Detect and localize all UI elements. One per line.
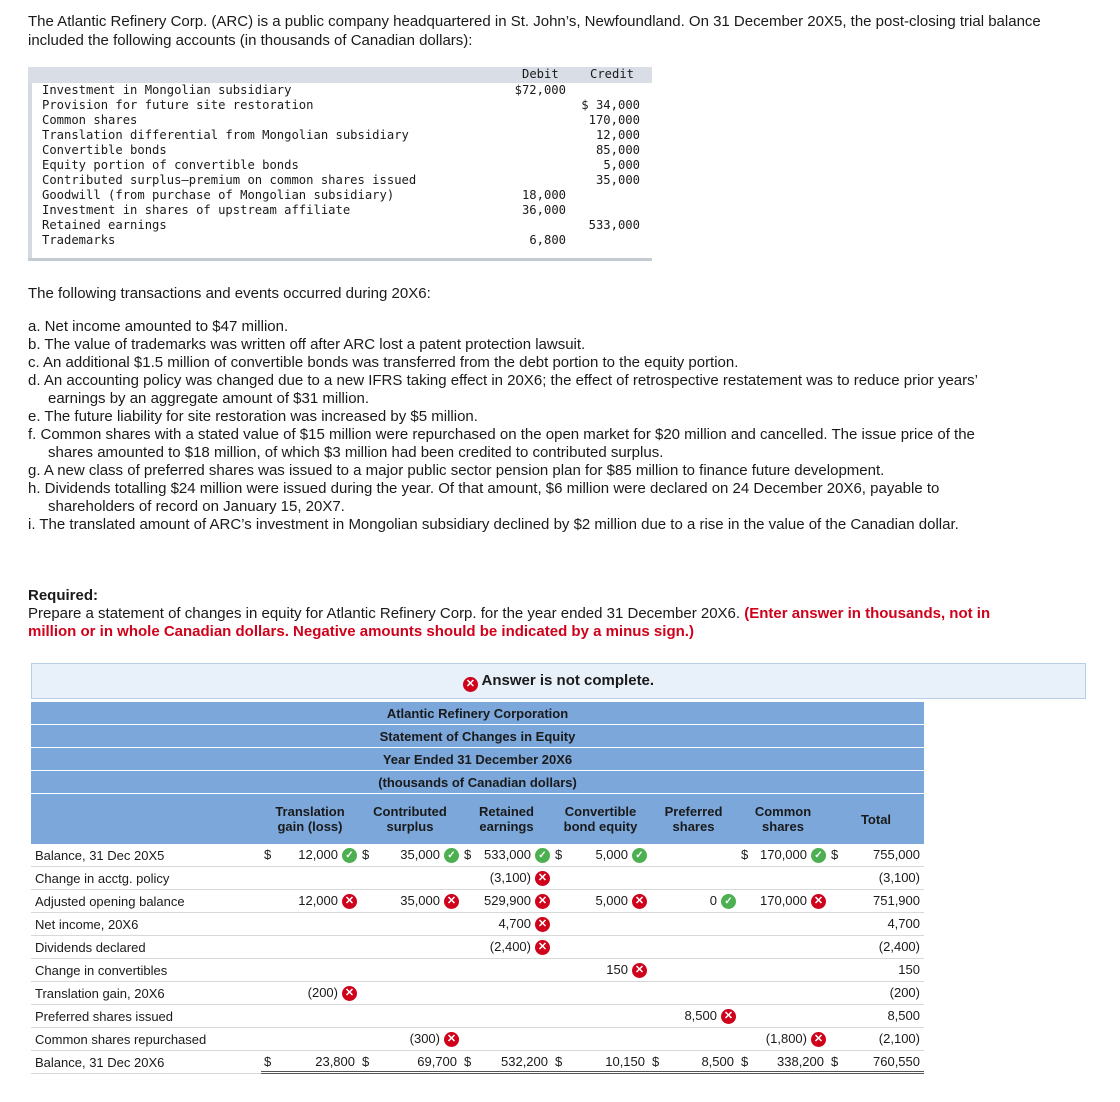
cell-value: 5,000 <box>595 893 628 908</box>
answer-cell[interactable] <box>738 936 828 959</box>
total-cell <box>828 1028 924 1051</box>
cell-value: 8,500 <box>701 1054 734 1069</box>
answer-cell[interactable] <box>738 982 828 1005</box>
total-cell <box>828 1005 924 1028</box>
dollar-sign: $ <box>264 1054 272 1069</box>
event-item: f. Common shares with a stated value of $15 million were repurchased on the open market for $20 million and cancelled. The issue price of the shares amounted to $18 million, of which $3 million had been credited to contributed surplus. <box>28 426 975 461</box>
answer-cell[interactable] <box>359 936 461 959</box>
cell-value: (2,400) <box>878 939 920 954</box>
answer-cell[interactable] <box>649 1028 738 1051</box>
total-cell <box>828 936 924 959</box>
answer-cell[interactable] <box>552 890 649 913</box>
cell-value: 69,700 <box>417 1054 457 1069</box>
row-label: Preferred shares issued <box>35 1009 174 1024</box>
event-item: h. Dividends totalling $24 million were issued during the year. Of that amount, $6 million were declared on 24 December 20X6, payable to shareholders of record on January 15, 20X7. <box>28 480 940 515</box>
credit-amount: 85,000 <box>595 143 640 157</box>
required-note: (Enter answer in thousands, not in million or in whole Canadian dollars. Negative amounts should be indicated by a minus sign.) <box>28 605 991 640</box>
answer-cell[interactable] <box>261 890 359 913</box>
trial-balance-account: Convertible bonds <box>42 143 167 157</box>
events-list <box>28 318 988 534</box>
cell-value: 150 <box>606 962 628 977</box>
trial-balance-account: Contributed surplus—premium on common shares issued <box>42 173 417 187</box>
answer-cell[interactable] <box>738 1005 828 1028</box>
answer-cell[interactable] <box>461 982 552 1005</box>
cell-value: 35,000 <box>400 893 440 908</box>
cell-value: (1,800) <box>765 1031 807 1046</box>
trial-balance-account: Investment in shares of upstream affiliate <box>42 203 351 217</box>
answer-cell[interactable] <box>461 1051 552 1074</box>
credit-amount: 35,000 <box>595 173 640 187</box>
answer-cell[interactable] <box>359 890 461 913</box>
total-cell <box>828 844 924 867</box>
event-item: b. The value of trademarks was written off after ARC lost a patent protection lawsuit. <box>28 336 586 353</box>
total-cell <box>828 959 924 982</box>
row-label: Dividends declared <box>35 940 146 955</box>
credit-amount: 533,000 <box>588 218 640 232</box>
total-cell <box>828 1051 924 1074</box>
column-header: Convertible bond equity <box>563 804 638 834</box>
dollar-sign: $ <box>464 1054 472 1069</box>
trial-balance-account: Trademarks <box>42 233 116 247</box>
answer-cell[interactable] <box>552 1028 649 1051</box>
column-header: Translation gain (loss) <box>275 804 345 834</box>
answer-cell[interactable] <box>552 1005 649 1028</box>
debit-amount: 6,800 <box>529 233 566 247</box>
cell-value: 0 <box>709 893 717 908</box>
incorrect-x-icon: ✕ <box>632 894 647 909</box>
incorrect-x-icon: ✕ <box>632 963 647 978</box>
answer-cell[interactable] <box>649 982 738 1005</box>
debit-amount: $72,000 <box>514 83 566 97</box>
answer-cell[interactable] <box>649 844 738 867</box>
cell-value: 12,000 <box>298 893 338 908</box>
answer-cell[interactable] <box>461 1005 552 1028</box>
cell-value: (2,100) <box>878 1031 920 1046</box>
total-cell <box>828 890 924 913</box>
answer-cell[interactable] <box>261 1005 359 1028</box>
column-header: Retained earnings <box>479 804 534 834</box>
statement-row <box>31 1005 924 1028</box>
trial-balance-account: Provision for future site restoration <box>42 98 314 112</box>
cell-value: 338,200 <box>777 1054 824 1069</box>
dollar-sign: $ <box>362 847 370 862</box>
total-cell <box>828 913 924 936</box>
credit-header: Credit <box>590 67 635 81</box>
answer-status-banner <box>31 663 1086 699</box>
statement-row <box>31 982 924 1005</box>
answer-cell[interactable] <box>738 959 828 982</box>
dollar-sign: $ <box>264 847 272 862</box>
incorrect-x-icon: ✕ <box>444 894 459 909</box>
dollar-sign: $ <box>831 847 839 862</box>
credit-amount: 12,000 <box>595 128 640 142</box>
statement-row <box>31 936 924 959</box>
event-item: i. The translated amount of ARC’s investment in Mongolian subsidiary declined by $2 million due to a rise in the value of the Canadian dollar. <box>28 516 959 533</box>
answer-cell[interactable] <box>552 867 649 890</box>
answer-cell[interactable] <box>461 867 552 890</box>
incorrect-x-icon: ✕ <box>811 894 826 909</box>
statement-row <box>31 844 924 867</box>
answer-cell[interactable] <box>461 913 552 936</box>
cell-value: (2,400) <box>489 939 531 954</box>
incorrect-x-icon: ✕ <box>342 986 357 1001</box>
required-label: Required: <box>28 587 99 604</box>
answer-cell[interactable] <box>552 844 649 867</box>
cell-value: 8,500 <box>684 1008 717 1023</box>
answer-cell[interactable] <box>649 890 738 913</box>
answer-cell[interactable] <box>261 982 359 1005</box>
trial-balance-account: Common shares <box>42 113 138 127</box>
statement-company-name: Atlantic Refinery Corporation <box>31 702 924 725</box>
cell-value: 751,900 <box>873 893 920 908</box>
statement-row <box>31 913 924 936</box>
column-header: Preferred shares <box>664 804 723 834</box>
cell-value: 23,800 <box>315 1054 355 1069</box>
answer-cell[interactable] <box>649 959 738 982</box>
answer-cell[interactable] <box>649 1051 738 1074</box>
credit-amount: 5,000 <box>603 158 640 172</box>
answer-cell[interactable] <box>649 936 738 959</box>
row-label: Balance, 31 Dec 20X5 <box>35 848 165 863</box>
answer-cell[interactable] <box>261 959 359 982</box>
cell-value: 5,000 <box>595 847 628 862</box>
dollar-sign: $ <box>741 1054 749 1069</box>
incorrect-icon: ✕ <box>463 677 478 692</box>
incorrect-x-icon: ✕ <box>811 1032 826 1047</box>
answer-cell[interactable] <box>261 867 359 890</box>
incorrect-x-icon: ✕ <box>721 1009 736 1024</box>
cell-value: 12,000 <box>298 847 338 862</box>
cell-value: 533,000 <box>484 847 531 862</box>
required-text: Prepare a statement of changes in equity for Atlantic Refinery Corp. for the year ended 31 December 20X6. <box>28 605 741 622</box>
event-item: d. An accounting policy was changed due to a new IFRS taking effect in 20X6; the effect of retrospective restatement was to reduce prior years’ earnings by an aggregate amount of $31 million. <box>28 372 978 407</box>
statement-row <box>31 959 924 982</box>
answer-cell[interactable] <box>359 959 461 982</box>
answer-cell[interactable] <box>738 913 828 936</box>
debit-header: Debit <box>522 67 559 81</box>
column-headers <box>31 794 924 844</box>
trial-balance-footer <box>28 258 652 261</box>
answer-cell[interactable] <box>359 867 461 890</box>
statement-row <box>31 1028 924 1051</box>
cell-value: 4,700 <box>498 916 531 931</box>
answer-cell[interactable] <box>461 936 552 959</box>
answer-cell[interactable] <box>461 1028 552 1051</box>
trial-balance-account: Equity portion of convertible bonds <box>42 158 299 172</box>
answer-cell[interactable] <box>649 913 738 936</box>
correct-check-icon: ✓ <box>444 848 459 863</box>
answer-cell[interactable] <box>738 890 828 913</box>
cell-value: 150 <box>898 962 920 977</box>
answer-cell[interactable] <box>552 1051 649 1074</box>
statement-row <box>31 890 924 913</box>
credit-amount: 170,000 <box>588 113 640 127</box>
dollar-sign: $ <box>652 1054 660 1069</box>
incorrect-x-icon: ✕ <box>535 871 550 886</box>
column-header: Total <box>860 811 892 827</box>
trial-balance-account: Retained earnings <box>42 218 167 232</box>
statement-title: Statement of Changes in Equity <box>31 725 924 748</box>
dollar-sign: $ <box>464 847 472 862</box>
trial-balance-table <box>28 67 652 261</box>
answer-cell[interactable] <box>552 936 649 959</box>
events-intro: The following transactions and events occurred during 20X6: <box>28 285 431 302</box>
row-label: Common shares repurchased <box>35 1032 207 1047</box>
cell-value: (3,100) <box>878 870 920 885</box>
column-header: Contributed surplus <box>373 804 447 834</box>
statement-body <box>31 844 924 1074</box>
cell-value: 170,000 <box>760 847 807 862</box>
answer-cell[interactable] <box>738 1028 828 1051</box>
answer-cell[interactable] <box>261 936 359 959</box>
row-label: Balance, 31 Dec 20X6 <box>35 1055 165 1070</box>
dollar-sign: $ <box>362 1054 370 1069</box>
cell-value: (3,100) <box>489 870 531 885</box>
statement-row <box>31 1051 924 1074</box>
dollar-sign: $ <box>555 847 563 862</box>
answer-cell[interactable] <box>261 1028 359 1051</box>
correct-check-icon: ✓ <box>632 848 647 863</box>
answer-cell[interactable] <box>552 913 649 936</box>
cell-value: 755,000 <box>873 847 920 862</box>
row-label: Change in convertibles <box>35 963 168 978</box>
correct-check-icon: ✓ <box>811 848 826 863</box>
answer-cell[interactable] <box>552 982 649 1005</box>
trial-balance-border <box>28 83 32 261</box>
event-item: g. A new class of preferred shares was issued to a major public sector pension plan for $85 million to finance future development. <box>28 462 885 479</box>
credit-amount: $ 34,000 <box>581 98 640 112</box>
answer-cell[interactable] <box>359 982 461 1005</box>
trial-balance-account: Goodwill (from purchase of Mongolian subsidiary) <box>42 188 395 202</box>
cell-value: 35,000 <box>400 847 440 862</box>
row-label: Change in acctg. policy <box>35 871 170 886</box>
answer-cell[interactable] <box>461 844 552 867</box>
required-section <box>28 587 1028 641</box>
cell-value: 10,150 <box>605 1054 645 1069</box>
cell-value: 4,700 <box>887 916 920 931</box>
incorrect-x-icon: ✕ <box>535 917 550 932</box>
incorrect-x-icon: ✕ <box>342 894 357 909</box>
answer-cell[interactable] <box>359 844 461 867</box>
answer-cell[interactable] <box>738 844 828 867</box>
incorrect-x-icon: ✕ <box>535 894 550 909</box>
row-label: Translation gain, 20X6 <box>35 986 165 1001</box>
cell-value: 170,000 <box>760 893 807 908</box>
answer-cell[interactable] <box>261 844 359 867</box>
answer-cell[interactable] <box>261 913 359 936</box>
incorrect-x-icon: ✕ <box>535 940 550 955</box>
answer-cell[interactable] <box>359 1051 461 1074</box>
statement-period: Year Ended 31 December 20X6 <box>31 748 924 771</box>
cell-value: 532,200 <box>501 1054 548 1069</box>
event-item: a. Net income amounted to $47 million. <box>28 318 289 335</box>
statement-row <box>31 867 924 890</box>
cell-value: (200) <box>889 985 920 1000</box>
answer-cell[interactable] <box>261 1051 359 1074</box>
problem-intro: The Atlantic Refinery Corp. (ARC) is a public company headquartered in St. John’s, Newfoundland. On 31 December 20X5, the post-closing trial balance included the following accounts (in thousands of Canadian dollars): <box>28 13 1041 49</box>
cell-value: (300) <box>409 1031 440 1046</box>
statement-of-changes-in-equity <box>31 702 924 1074</box>
correct-check-icon: ✓ <box>535 848 550 863</box>
answer-cell[interactable] <box>552 959 649 982</box>
correct-check-icon: ✓ <box>342 848 357 863</box>
row-label: Net income, 20X6 <box>35 917 139 932</box>
answer-cell[interactable] <box>359 913 461 936</box>
total-cell <box>828 982 924 1005</box>
debit-amount: 36,000 <box>521 203 566 217</box>
row-label: Adjusted opening balance <box>35 894 185 909</box>
dollar-sign: $ <box>555 1054 563 1069</box>
dollar-sign: $ <box>741 847 749 862</box>
answer-cell[interactable] <box>738 867 828 890</box>
answer-cell[interactable] <box>461 890 552 913</box>
answer-cell[interactable] <box>461 959 552 982</box>
cell-value: 529,900 <box>484 893 531 908</box>
answer-status-text: Answer is not complete. <box>481 672 655 689</box>
cell-value: 8,500 <box>887 1008 920 1023</box>
answer-cell[interactable] <box>738 1051 828 1074</box>
answer-cell[interactable] <box>649 1005 738 1028</box>
trial-balance-account: Investment in Mongolian subsidiary <box>42 83 292 97</box>
debit-amount: 18,000 <box>521 188 566 202</box>
statement-units: (thousands of Canadian dollars) <box>31 771 924 794</box>
column-header: Common shares <box>754 804 812 834</box>
cell-value: (200) <box>307 985 338 1000</box>
answer-cell[interactable] <box>649 867 738 890</box>
event-item: e. The future liability for site restoration was increased by $5 million. <box>28 408 478 425</box>
cell-value: 760,550 <box>873 1054 920 1069</box>
total-cell <box>828 867 924 890</box>
answer-cell[interactable] <box>359 1005 461 1028</box>
event-item: c. An additional $1.5 million of convertible bonds was transferred from the debt portion to the equity portion. <box>28 354 739 371</box>
correct-check-icon: ✓ <box>721 894 736 909</box>
incorrect-x-icon: ✕ <box>444 1032 459 1047</box>
answer-cell[interactable] <box>359 1028 461 1051</box>
dollar-sign: $ <box>831 1054 839 1069</box>
required-instructions <box>28 605 1028 641</box>
trial-balance-account: Translation differential from Mongolian subsidiary <box>42 128 409 142</box>
